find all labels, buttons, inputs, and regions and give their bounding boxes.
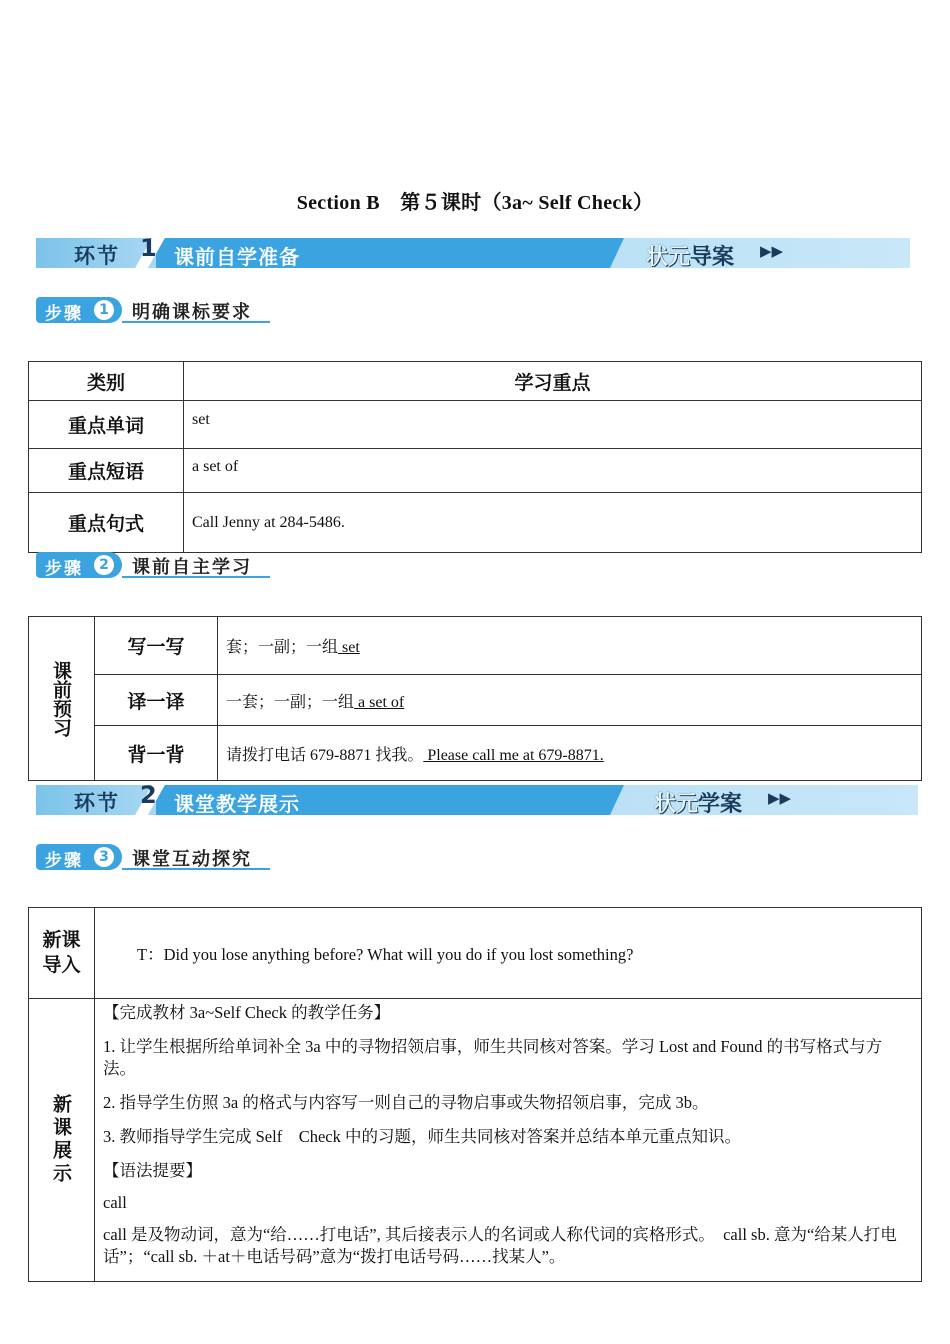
double-arrow-icon: ▶▶ bbox=[760, 242, 784, 260]
step-number: 3 bbox=[94, 847, 114, 867]
table-row bbox=[29, 449, 922, 493]
step-tag-1 bbox=[36, 297, 270, 323]
show-content bbox=[95, 999, 922, 1282]
row-answer: a set of bbox=[354, 693, 405, 711]
section-banner-2 bbox=[36, 781, 918, 817]
side-label: 课前预习 bbox=[50, 660, 72, 737]
row-type: 写一写 bbox=[95, 617, 218, 675]
row-type: 背一背 bbox=[95, 726, 218, 781]
table-row bbox=[29, 675, 922, 726]
section-number: 2 bbox=[140, 781, 157, 809]
show-line: 2. 指导学生仿照 3a 的格式与内容写一则自己的寻物启事或失物招领启事，完成 3b。 bbox=[103, 1093, 709, 1112]
page-title: Section B 第５课时（3a~ Self Check） bbox=[296, 192, 654, 214]
show-line: call 是及物动词，意为“给……打电话”, 其后接表示人的名词或人称代词的宾格形式。 call sb. 意为“给某人打电话”；“call sb. ＋at＋电话号码”意为“拨打电话号码……找某人”。 bbox=[103, 1225, 897, 1266]
show-line: call bbox=[103, 1193, 127, 1212]
step-number: 1 bbox=[94, 300, 114, 320]
step-tag-3 bbox=[36, 844, 270, 870]
row-type: 译一译 bbox=[95, 675, 218, 726]
row-answer: set bbox=[338, 639, 360, 656]
row-prompt: 请拨打电话 679-8871 找我。 bbox=[226, 746, 424, 764]
intro-label-cell bbox=[29, 908, 95, 999]
step-word: 步骤 bbox=[45, 851, 83, 871]
step-title: 明确课标要求 bbox=[132, 302, 252, 323]
step-number: 2 bbox=[94, 555, 114, 575]
header-category: 类别 bbox=[29, 362, 184, 401]
brand-logo: 状元学案 bbox=[654, 792, 743, 817]
section-banner-1 bbox=[36, 234, 910, 270]
section-title: 课堂教学展示 bbox=[174, 792, 300, 816]
row-category: 重点单词 bbox=[29, 401, 184, 449]
section-title: 课前自学准备 bbox=[174, 245, 300, 269]
row-answer: Please call me at 679-8871. bbox=[423, 746, 604, 764]
table-row bbox=[29, 401, 922, 449]
step-title: 课前自主学习 bbox=[132, 557, 252, 578]
row-content: set bbox=[184, 401, 922, 449]
table-row bbox=[29, 726, 922, 781]
table-row bbox=[29, 617, 922, 675]
intro-label: 新课导入 bbox=[42, 929, 81, 976]
row-prompt: 一套；一副；一组 bbox=[226, 693, 355, 711]
row-category: 重点句式 bbox=[29, 493, 184, 553]
section-label: 环节 bbox=[74, 791, 120, 815]
key-points-table bbox=[28, 361, 922, 553]
section-number: 1 bbox=[140, 234, 157, 262]
intro-text: T：Did you lose anything before? What will you do if you lost something? bbox=[95, 908, 922, 999]
table-row bbox=[29, 908, 922, 999]
step-tag-2 bbox=[36, 552, 270, 578]
class-table bbox=[28, 907, 922, 1282]
header-focus: 学习重点 bbox=[184, 362, 922, 401]
table-row bbox=[29, 999, 922, 1282]
show-line: 1. 让学生根据所给单词补全 3a 中的寻物招领启事，师生共同核对答案。学习 Lost and Found 的书写格式与方法。 bbox=[103, 1037, 883, 1078]
show-label: 新课展示 bbox=[50, 1094, 72, 1186]
show-line: 【完成教材 3a~Self Check 的教学任务】 bbox=[103, 1003, 391, 1022]
show-line: 3. 教师指导学生完成 Self Check 中的习题，师生共同核对答案并总结本单元重点知识。 bbox=[103, 1127, 741, 1146]
preview-table bbox=[28, 616, 922, 781]
table-row bbox=[29, 493, 922, 553]
row-prompt: 套；一副；一组 bbox=[226, 639, 339, 656]
section-label: 环节 bbox=[74, 244, 120, 268]
step-word: 步骤 bbox=[45, 559, 83, 579]
brand-logo: 状元导案 bbox=[646, 245, 735, 270]
show-label-cell bbox=[29, 999, 95, 1282]
double-arrow-icon: ▶▶ bbox=[768, 789, 792, 807]
row-category: 重点短语 bbox=[29, 449, 184, 493]
step-word: 步骤 bbox=[45, 304, 83, 324]
step-title: 课堂互动探究 bbox=[132, 849, 252, 870]
row-content: Call Jenny at 284-5486. bbox=[184, 493, 922, 553]
show-line: 【语法提要】 bbox=[103, 1161, 202, 1180]
side-label-cell bbox=[29, 617, 95, 781]
row-content: a set of bbox=[184, 449, 922, 493]
